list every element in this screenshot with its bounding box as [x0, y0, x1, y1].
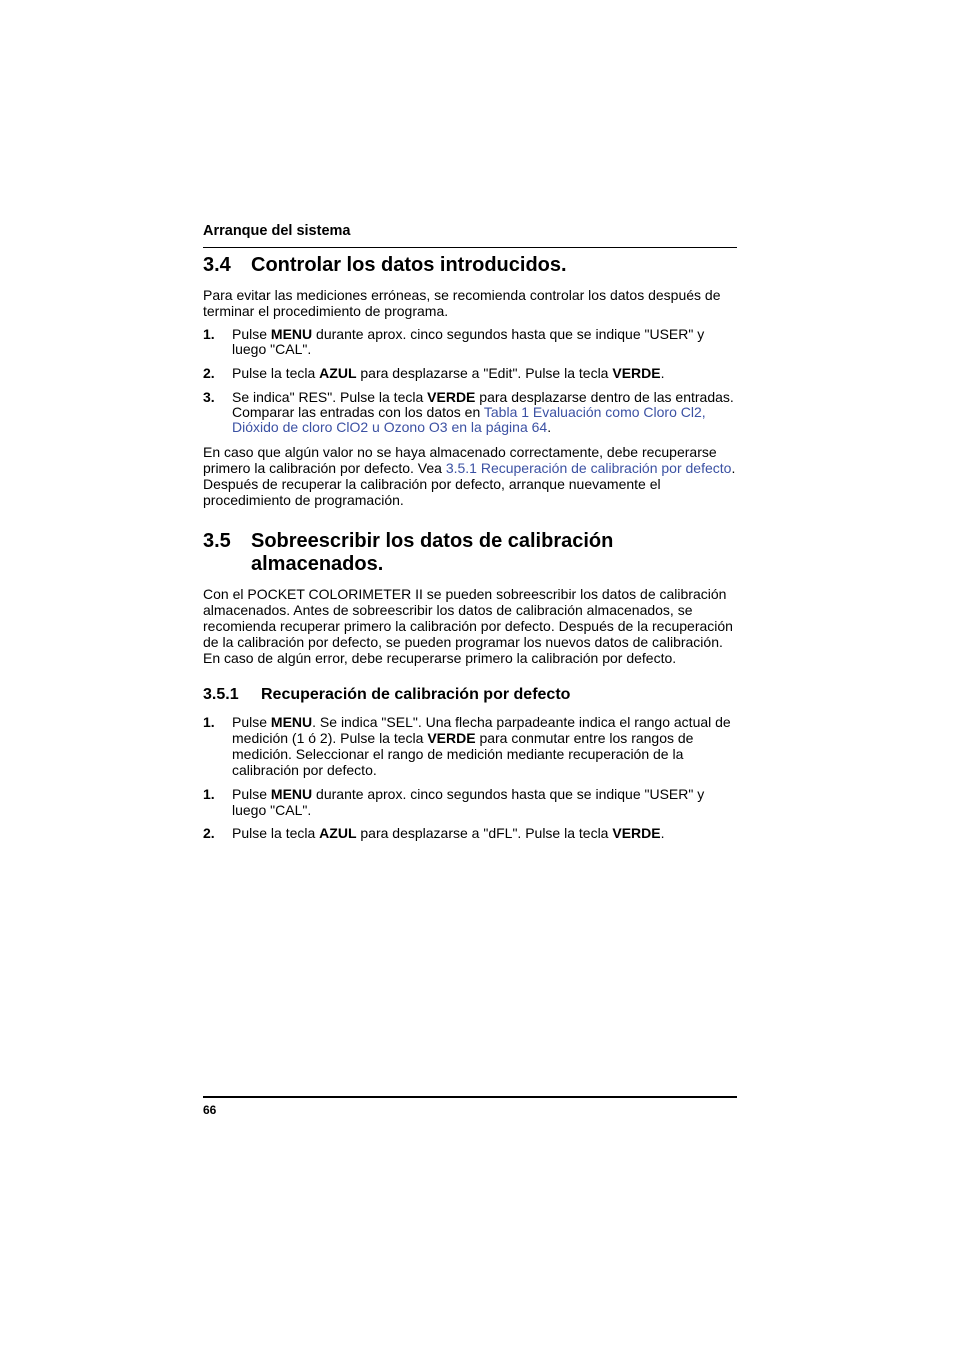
- list-item: [203, 327, 737, 357]
- step-text: Pulse MENU. Se indica "SEL". Una flecha parpadeante indica el rango actual de medición (1 ó 2). Pulse la tecla VERDE para conmutar entre los rangos de medición. Seleccionar el rango de medición mediante recuperación de la calibración por defecto.: [232, 714, 731, 778]
- step-text: Pulse la tecla AZUL para desplazarse a "Edit". Pulse la tecla VERDE.: [232, 365, 665, 381]
- key-verde: VERDE: [612, 825, 661, 841]
- step-text: Se indica" RES". Pulse la tecla VERDE para desplazarse dentro de las entradas. Comparar las entradas con los datos en Tabla 1 Evaluación como Cloro Cl2, Dióxido de cloro ClO2 u Ozono O3 en la página 64.: [232, 389, 734, 435]
- step-number: 1.: [203, 786, 215, 802]
- list-item: [203, 786, 737, 818]
- key-menu: MENU: [270, 326, 313, 342]
- section-3-5-paragraph: Con el POCKET COLORIMETER II se pueden sobreescribir los datos de calibración almacenados. Antes de sobreescribir los datos de calibración almacenados, se recomienda recuperar primero la calibración por defecto. Después de la recuperación de la calibración por defecto, se pueden programar los nuevos datos de calibración.: [203, 586, 733, 650]
- section-3-4-note: En caso que algún valor no se haya almacenado correctamente, debe recuperarse primero la calibración por defecto. Vea 3.5.1 Recuperación de calibración por defecto. Después de recuperar la calibración por defecto, arranque nuevamente el procedimiento de programación.: [203, 444, 736, 508]
- step-number: 2.: [203, 825, 215, 841]
- key-menu: MENU: [270, 714, 313, 730]
- section-3-4-heading: [203, 254, 737, 277]
- step-text: Pulse la tecla AZUL para desplazarse a "dFL". Pulse la tecla VERDE.: [232, 825, 665, 841]
- section-3-5-1-steps: [203, 714, 737, 841]
- section-3-5-error-note: En caso de algún error, debe recuperarse primero la calibración por defecto.: [203, 650, 677, 666]
- step-text: Pulse MENU durante aprox. cinco segundos hasta que se indique "USER" y luego "CAL".: [232, 786, 705, 818]
- key-menu: MENU: [270, 786, 313, 802]
- key-azul: AZUL: [319, 825, 357, 841]
- step-text: Pulse MENU durante aprox. cinco segundos hasta que se indique "USER" y luego "CAL".: [232, 326, 705, 357]
- key-azul: AZUL: [319, 365, 357, 381]
- section-number: 3.5: [203, 530, 231, 552]
- list-item: [203, 390, 737, 435]
- key-verde: VERDE: [427, 389, 476, 405]
- list-item: [203, 366, 737, 381]
- section-number: 3.4: [203, 254, 231, 276]
- section-title: Sobreescribir los datos de calibración almacenados.: [251, 530, 614, 575]
- section-3-4-steps: [203, 327, 737, 435]
- key-verde: VERDE: [612, 365, 661, 381]
- step-number: 1.: [203, 326, 215, 342]
- table-reference-link[interactable]: Tabla 1 Evaluación como Cloro Cl2, Dióxido de cloro ClO2 u Ozono O3 en la página 64: [232, 404, 706, 435]
- subsection-number: 3.5.1: [203, 686, 239, 703]
- section-title: Controlar los datos introducidos.: [251, 254, 567, 276]
- section-3-5-1-heading: [203, 685, 737, 705]
- key-verde: VERDE: [427, 730, 476, 746]
- list-item: [203, 826, 737, 841]
- section-3-5-1-link[interactable]: 3.5.1 Recuperación de calibración por defecto: [445, 460, 732, 476]
- step-number: 3.: [203, 389, 215, 405]
- section-3-5-heading: [203, 530, 737, 576]
- section-3-4-intro: Para evitar las mediciones erróneas, se recomienda controlar los datos después de terminar el procedimiento de programa.: [203, 287, 721, 319]
- subsection-title: Recuperación de calibración por defecto: [261, 686, 571, 703]
- list-item: [203, 714, 737, 778]
- page-number: 66: [203, 1103, 217, 1117]
- page-content: [203, 222, 737, 841]
- running-header: Arranque del sistema: [203, 222, 737, 248]
- step-number: 1.: [203, 714, 215, 730]
- step-number: 2.: [203, 365, 215, 381]
- page-footer: [203, 1096, 737, 1119]
